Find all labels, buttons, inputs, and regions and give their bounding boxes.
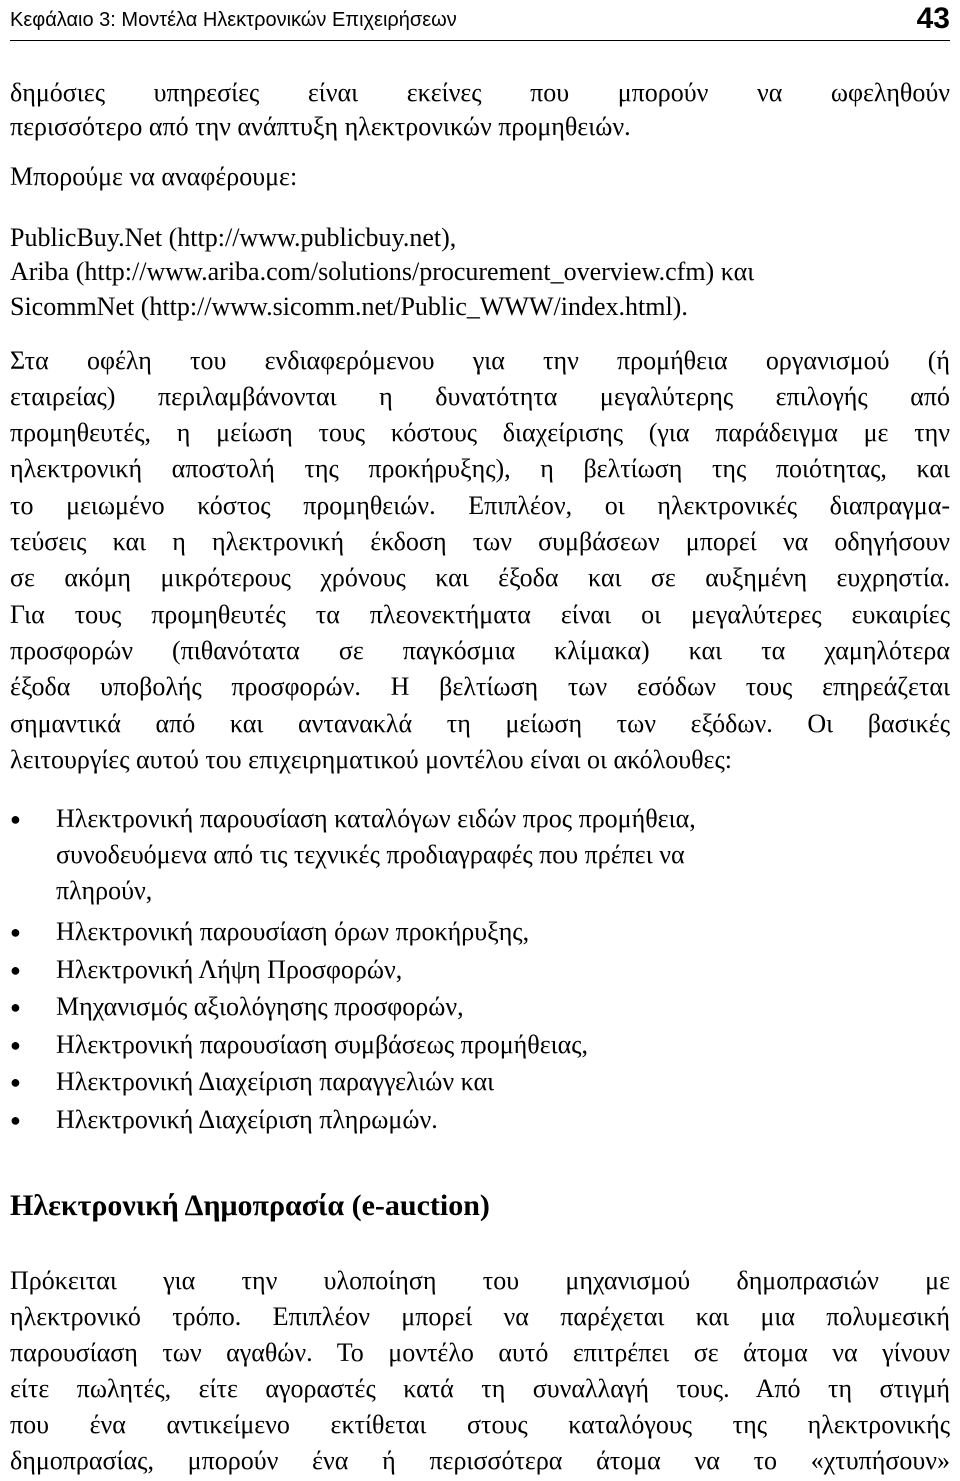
benefits-line: προμηθευτές, η μείωση τους κόστους διαχείρισης (για παράδειγμα με την — [10, 418, 950, 447]
page-header — [10, 0, 950, 41]
bullet-icon: ● — [10, 922, 21, 942]
intro-line: Μπορούμε να αναφέρουμε: — [10, 162, 298, 191]
bullet-icon: ● — [10, 1035, 21, 1055]
section-line: παρουσίαση των αγαθών. Το μοντέλο αυτό επιτρέπει σε άτομα να γίνουν — [10, 1338, 950, 1367]
list-item: Ηλεκτρονική παρουσίαση συμβάσεως προμήθειας, — [56, 1030, 589, 1059]
list-item: Ηλεκτρονική Διαχείριση παραγγελιών και — [56, 1067, 495, 1096]
page-number: 43 — [916, 2, 950, 35]
section-line: ηλεκτρονικό τρόπο. Επιπλέον μπορεί να παρέχεται και μια πολυμεσική — [10, 1302, 950, 1331]
intro-line: SicommNet (http://www.sicomm.net/Public_WWW/index.html). — [10, 292, 688, 321]
intro-line: δημόσιες υπηρεσίες είναι εκείνες που μπορούν να ωφεληθούν — [10, 78, 950, 107]
bullet-icon: ● — [10, 997, 21, 1017]
benefits-line: εταιρείας) περιλαμβάνονται η δυνατότητα μεγαλύτερης επιλογής από — [10, 382, 950, 411]
benefits-line: σημαντικά από και αντανακλά τη μείωση των εξόδων. Οι βασικές — [10, 709, 950, 738]
section-line: δημοπρασίας, μπορούν ένα ή περισσότερα άτομα να το «χτυπήσουν» — [10, 1446, 950, 1475]
list-item: Ηλεκτρονική παρουσίαση όρων προκήρυξης, — [56, 917, 530, 946]
intro-line: Ariba (http://www.ariba.com/solutions/procurement_overview.cfm) και — [10, 257, 755, 286]
list-item: Ηλεκτρονική Λήψη Προσφορών, — [56, 955, 403, 984]
intro-line: περισσότερο από την ανάπτυξη ηλεκτρονικών προμηθειών. — [10, 112, 631, 141]
section-line: Πρόκειται για την υλοποίηση του μηχανισμού δημοπρασιών με — [10, 1266, 950, 1295]
benefits-line: το μειωμένο κόστος προμηθειών. Επιπλέον, οι ηλεκτρονικές διαπραγμα- — [10, 491, 950, 520]
bullet-icon: ● — [10, 1110, 21, 1130]
benefits-line: ηλεκτρονική αποστολή της προκήρυξης), η βελτίωση της ποιότητας, και — [10, 454, 950, 483]
intro-line: PublicBuy.Net (http://www.publicbuy.net), — [10, 223, 457, 252]
bullet-icon: ● — [10, 809, 21, 829]
benefits-line: Για τους προμηθευτές τα πλεονεκτήματα είναι οι μεγαλύτερες ευκαιρίες — [10, 600, 950, 629]
list-item: Μηχανισμός αξιολόγησης προσφορών, — [56, 992, 464, 1021]
list-item: Ηλεκτρονική παρουσίαση καταλόγων ειδών προς προμήθεια, — [56, 804, 696, 833]
benefits-line: προσφορών (πιθανότατα σε παγκόσμια κλίμακα) και τα χαμηλότερα — [10, 636, 950, 665]
bullet-icon: ● — [10, 1072, 21, 1092]
list-item-continuation: συνοδευόμενα από τις τεχνικές προδιαγραφές που πρέπει να — [56, 840, 685, 869]
benefits-line: τεύσεις και η ηλεκτρονική έκδοση των συμβάσεων μπορεί να οδηγήσουν — [10, 527, 950, 556]
list-item-continuation: πληρούν, — [56, 876, 153, 905]
list-item: Ηλεκτρονική Διαχείριση πληρωμών. — [56, 1105, 438, 1134]
chapter-title: Κεφάλαιο 3: Μοντέλα Ηλεκτρονικών Επιχειρήσεων — [10, 9, 457, 31]
benefits-line: έξοδα υποβολής προσφορών. Η βελτίωση των εσόδων τους επηρεάζεται — [10, 672, 950, 701]
section-line: που ένα αντικείμενο εκτίθεται στους καταλόγους της ηλεκτρονικής — [10, 1410, 950, 1439]
benefits-line: λειτουργίες αυτού του επιχειρηματικού μοντέλου είναι οι ακόλουθες: — [10, 745, 732, 774]
section-line: είτε πωλητές, είτε αγοραστές κατά τη συναλλαγή τους. Από τη στιγμή — [10, 1374, 950, 1403]
benefits-line: σε ακόμη μικρότερους χρόνους και έξοδα και σε αυξημένη ευχρηστία. — [10, 563, 950, 592]
section-heading: Ηλεκτρονική Δημοπρασία (e-auction) — [10, 1189, 490, 1222]
bullet-icon: ● — [10, 960, 21, 980]
benefits-line: Στα οφέλη του ενδιαφερόμενου για την προμήθεια οργανισμού (ή — [10, 346, 950, 375]
